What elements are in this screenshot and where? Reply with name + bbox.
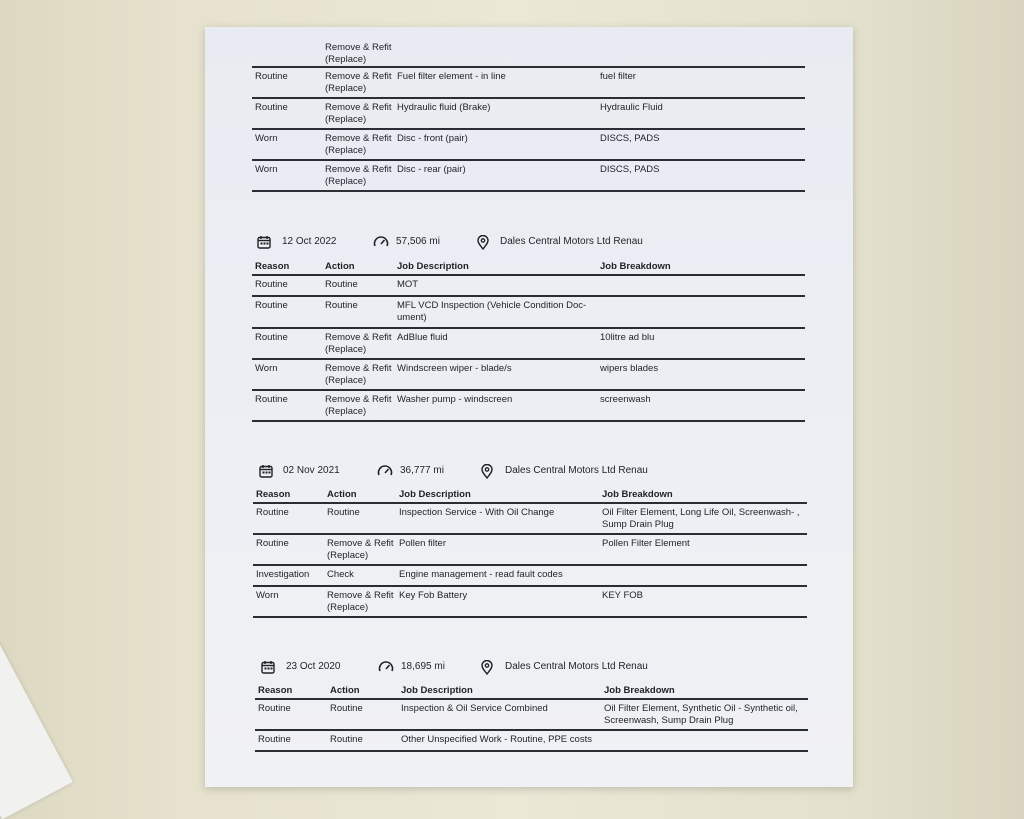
reason-cell: Worn (256, 590, 279, 601)
header-breakdown: Job Breakdown (602, 489, 673, 500)
breakdown-cell: DISCS, PADS (600, 133, 660, 144)
job-cell: Windscreen wiper - blade/s (397, 363, 512, 374)
reason-cell: Routine (258, 734, 291, 745)
visit-meta (259, 464, 819, 480)
calendar-icon (261, 660, 275, 674)
table-row (252, 39, 805, 68)
location-pin-icon (481, 464, 493, 479)
location-pin-icon (477, 235, 489, 250)
visit-table (253, 488, 807, 618)
visit-mileage: 57,506 mi (396, 236, 440, 247)
visit-meta (261, 660, 821, 676)
reason-cell: Investigation (256, 569, 310, 580)
header-reason: Reason (258, 685, 293, 696)
action-cell: Remove & Refit (Replace) (325, 394, 392, 417)
breakdown-cell: Oil Filter Element, Long Life Oil, Screenwash- , Sump Drain Plug (602, 507, 800, 530)
action-cell: Routine (327, 507, 360, 518)
action-cell: Remove & Refit (Replace) (327, 590, 394, 613)
reason-cell: Routine (255, 300, 288, 311)
speedometer-icon (378, 660, 394, 674)
reason-cell: Routine (256, 507, 289, 518)
header-job: Job Description (401, 685, 473, 696)
breakdown-cell: screenwash (600, 394, 651, 405)
job-cell: Fuel filter element - in line (397, 71, 506, 82)
header-breakdown: Job Breakdown (604, 685, 675, 696)
action-cell: Routine (325, 300, 358, 311)
job-cell: Inspection & Oil Service Combined (401, 703, 548, 714)
job-cell: Disc - rear (pair) (397, 164, 466, 175)
header-job: Job Description (399, 489, 471, 500)
action-cell: Remove & Refit (Replace) (325, 42, 392, 65)
job-cell: Pollen filter (399, 538, 446, 549)
table-row (252, 130, 805, 161)
job-cell: AdBlue fluid (397, 332, 448, 343)
action-cell: Remove & Refit (Replace) (325, 133, 392, 156)
visit-mileage: 18,695 mi (401, 661, 445, 672)
visit-date: 23 Oct 2020 (286, 661, 341, 672)
table-row (252, 391, 805, 422)
top-table (252, 39, 805, 192)
table-header (252, 260, 805, 276)
action-cell: Remove & Refit (Replace) (325, 102, 392, 125)
table-row (252, 161, 805, 192)
background-paper (0, 641, 73, 819)
table-row (252, 329, 805, 360)
job-cell: Disc - front (pair) (397, 133, 468, 144)
table-row (252, 68, 805, 99)
job-cell: Key Fob Battery (399, 590, 468, 601)
calendar-icon (257, 235, 271, 249)
reason-cell: Routine (255, 71, 288, 82)
breakdown-cell: 10litre ad blu (600, 332, 655, 343)
header-action: Action (330, 685, 360, 696)
job-cell: MOT (397, 279, 419, 290)
visit-garage: Dales Central Motors Ltd Renau (505, 465, 648, 476)
job-cell: Hydraulic fluid (Brake) (397, 102, 491, 113)
table-row (255, 731, 808, 752)
reason-cell: Routine (256, 538, 289, 549)
job-cell: Engine management - read fault codes (399, 569, 563, 580)
table-row (252, 276, 805, 297)
reason-cell: Routine (258, 703, 291, 714)
action-cell: Routine (330, 734, 363, 745)
table-header (253, 488, 807, 504)
breakdown-cell: KEY FOB (602, 590, 644, 601)
visit-date: 02 Nov 2021 (283, 465, 340, 476)
job-cell: Inspection Service - With Oil Change (399, 507, 555, 518)
visit-date: 12 Oct 2022 (282, 236, 337, 247)
speedometer-icon (373, 235, 389, 249)
action-cell: Routine (325, 279, 358, 290)
table-row (252, 99, 805, 130)
header-breakdown: Job Breakdown (600, 261, 671, 272)
action-cell: Remove & Refit (Replace) (325, 363, 392, 386)
action-cell: Remove & Refit (Replace) (325, 71, 392, 94)
breakdown-cell: Oil Filter Element, Synthetic Oil - Synthetic oil, Screenwash, Sump Drain Plug (604, 703, 798, 726)
table-row (253, 535, 807, 566)
visit-table (255, 684, 808, 752)
speedometer-icon (377, 464, 393, 478)
breakdown-cell: wipers blades (600, 363, 659, 374)
job-cell: Washer pump - windscreen (397, 394, 513, 405)
action-cell: Routine (330, 703, 363, 714)
location-pin-icon (481, 660, 493, 675)
table-header (255, 684, 808, 700)
header-reason: Reason (256, 489, 291, 500)
reason-cell: Routine (255, 102, 288, 113)
reason-cell: Routine (255, 394, 288, 405)
job-cell: MFL VCD Inspection (Vehicle Condition Doc- ument) (397, 300, 587, 323)
table-row (255, 700, 808, 731)
action-cell: Check (327, 569, 354, 580)
table-row (252, 360, 805, 391)
header-job: Job Description (397, 261, 469, 272)
table-row (252, 297, 805, 329)
header-reason: Reason (255, 261, 290, 272)
visit-garage: Dales Central Motors Ltd Renau (505, 661, 648, 672)
header-action: Action (327, 489, 357, 500)
header-action: Action (325, 261, 355, 272)
visit-table (252, 260, 805, 422)
table-row (253, 587, 807, 618)
reason-cell: Worn (255, 363, 278, 374)
action-cell: Remove & Refit (Replace) (325, 164, 392, 187)
job-cell: Other Unspecified Work - Routine, PPE costs (401, 734, 592, 745)
table-row (253, 566, 807, 587)
reason-cell: Routine (255, 279, 288, 290)
reason-cell: Worn (255, 133, 278, 144)
action-cell: Remove & Refit (Replace) (327, 538, 394, 561)
visit-mileage: 36,777 mi (400, 465, 444, 476)
reason-cell: Routine (255, 332, 288, 343)
calendar-icon (259, 464, 273, 478)
reason-cell: Worn (255, 164, 278, 175)
visit-meta (257, 235, 817, 251)
table-row (253, 504, 807, 535)
action-cell: Remove & Refit (Replace) (325, 332, 392, 355)
breakdown-cell: Hydraulic Fluid (600, 102, 663, 113)
visit-garage: Dales Central Motors Ltd Renau (500, 236, 643, 247)
service-history-sheet (205, 27, 853, 787)
breakdown-cell: Pollen Filter Element (602, 538, 690, 549)
breakdown-cell: fuel filter (600, 71, 636, 82)
breakdown-cell: DISCS, PADS (600, 164, 660, 175)
